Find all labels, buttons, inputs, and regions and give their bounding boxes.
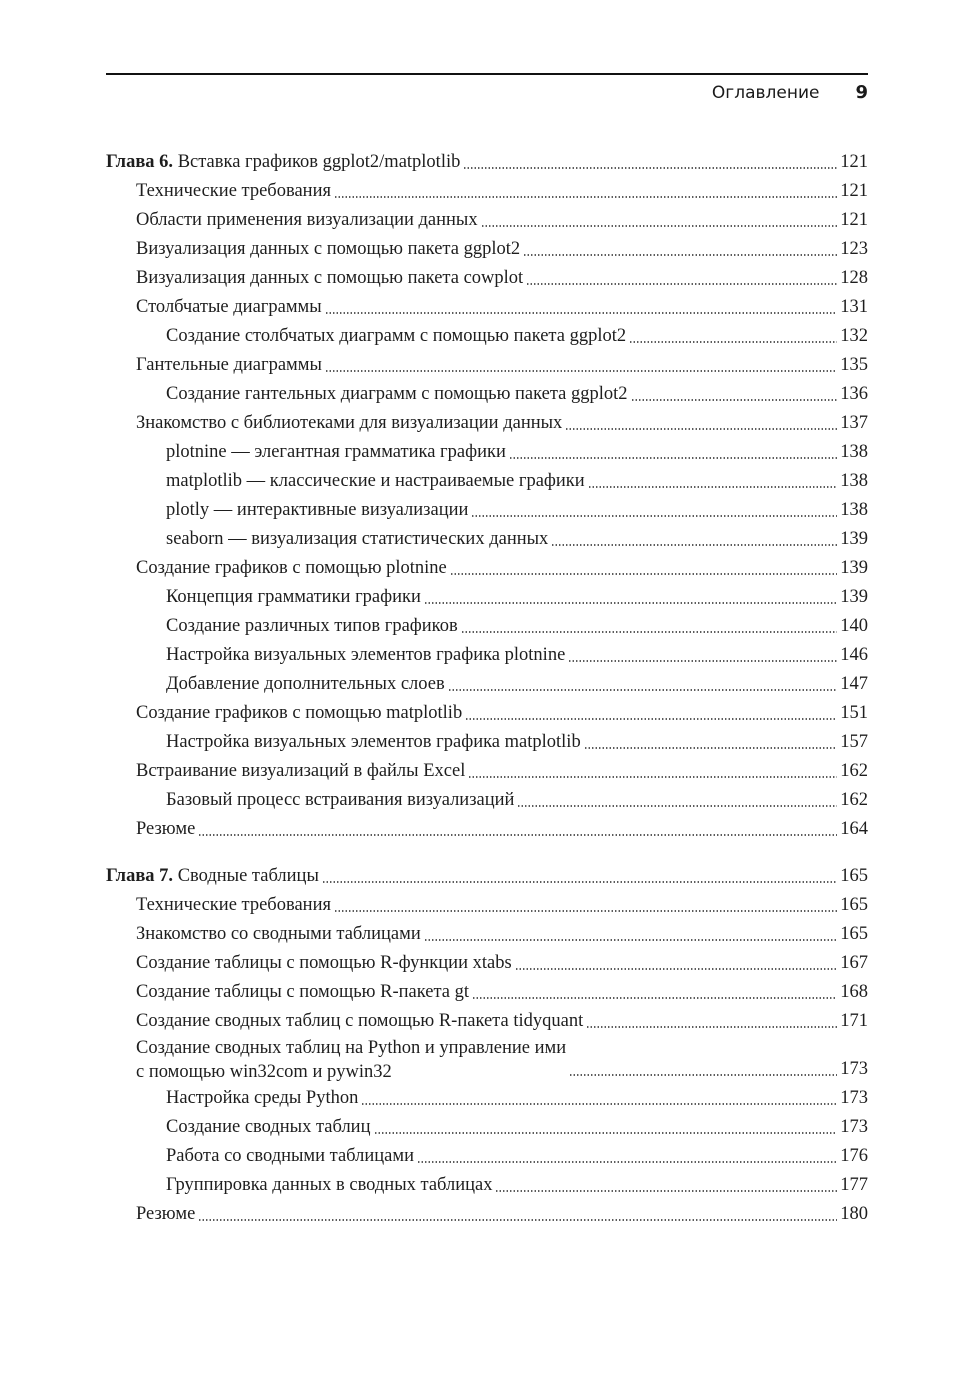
page-ref: 164: [840, 819, 868, 839]
toc-entry[interactable]: [106, 728, 868, 757]
toc-entry[interactable]: [106, 699, 868, 728]
page-number: 9: [855, 82, 868, 103]
toc-entry[interactable]: [106, 206, 868, 235]
page-ref: 177: [840, 1175, 868, 1195]
header-rule: [106, 73, 868, 75]
toc-entry[interactable]: [106, 1142, 868, 1171]
entry-title: Создание столбчатых диаграмм с помощью пакета ggplot2: [166, 326, 627, 346]
dot-leader: [509, 457, 837, 459]
section-title: Оглавление: [711, 83, 820, 103]
chapter-heading[interactable]: [106, 862, 868, 891]
page-ref: 121: [840, 181, 868, 201]
dot-leader: [361, 1103, 837, 1105]
entry-title: Технические требования: [136, 895, 331, 915]
page-ref: 151: [840, 703, 868, 723]
page-ref: 121: [840, 152, 868, 172]
dot-leader: [465, 718, 837, 720]
entry-title: Создание различных типов графиков: [166, 616, 458, 636]
dot-leader: [515, 968, 838, 970]
page-ref: 165: [840, 924, 868, 944]
dot-leader: [551, 544, 837, 546]
toc-entry[interactable]: [106, 496, 868, 525]
chapter-title: Вставка графиков ggplot2/matplotlib: [177, 152, 461, 172]
entry-title: Настройка среды Python: [166, 1088, 359, 1108]
entry-title: Группировка данных в сводных таблицах: [166, 1175, 493, 1195]
toc-entry[interactable]: [106, 1113, 868, 1142]
toc-entry[interactable]: [106, 293, 868, 322]
toc-entry[interactable]: [106, 409, 868, 438]
page-ref: 139: [840, 529, 868, 549]
chapter-6: [106, 148, 868, 844]
page-ref: 123: [840, 239, 868, 259]
entry-title: Концепция грамматики графики: [166, 587, 421, 607]
dot-leader: [461, 631, 838, 633]
entry-title: plotnine — элегантная грамматика графики: [166, 442, 506, 462]
page-ref: 168: [840, 982, 868, 1002]
entry-title: Создание гантельных диаграмм с помощью пакета ggplot2: [166, 384, 628, 404]
page-ref: 165: [840, 866, 868, 886]
entry-title: Создание таблицы с помощью R-функции xtabs: [136, 953, 512, 973]
entry-title: Создание графиков с помощью matplotlib: [136, 703, 463, 723]
toc-entry[interactable]: [106, 1084, 868, 1113]
dot-leader: [424, 602, 837, 604]
dot-leader: [569, 1074, 837, 1076]
dot-leader: [198, 1219, 837, 1221]
page-ref: 140: [840, 616, 868, 636]
entry-title: Создание таблицы с помощью R-пакета gt: [136, 982, 469, 1002]
chapter-label: Глава 6.: [106, 152, 174, 172]
toc-entry[interactable]: [106, 1036, 868, 1084]
toc-entry[interactable]: [106, 583, 868, 612]
toc-entry[interactable]: [106, 177, 868, 206]
page-ref: 128: [840, 268, 868, 288]
page-ref: 173: [840, 1088, 868, 1108]
dot-leader: [374, 1132, 838, 1134]
dot-leader: [417, 1161, 837, 1163]
dot-leader: [631, 399, 838, 401]
toc-entry[interactable]: [106, 978, 868, 1007]
dot-leader: [565, 428, 837, 430]
dot-leader: [629, 341, 837, 343]
toc-entry[interactable]: [106, 920, 868, 949]
page-ref: 136: [840, 384, 868, 404]
page-ref: 137: [840, 413, 868, 433]
page-ref: 135: [840, 355, 868, 375]
chapter-7: [106, 862, 868, 1229]
dot-leader: [584, 747, 838, 749]
toc-entry[interactable]: [106, 670, 868, 699]
dot-leader: [468, 776, 837, 778]
dot-leader: [588, 486, 838, 488]
page-ref: 131: [840, 297, 868, 317]
page-ref: 138: [840, 500, 868, 520]
toc-entry[interactable]: [106, 786, 868, 815]
toc-entry[interactable]: [106, 438, 868, 467]
page-ref: 180: [840, 1204, 868, 1224]
toc-entry[interactable]: [106, 322, 868, 351]
entry-title: matplotlib — классические и настраиваемые графики: [166, 471, 585, 491]
entry-title: Области применения визуализации данных: [136, 210, 478, 230]
dot-leader: [523, 254, 837, 256]
chapter-heading[interactable]: [106, 148, 868, 177]
page-ref: 171: [840, 1011, 868, 1031]
toc-entry[interactable]: [106, 554, 868, 583]
page-ref: 138: [840, 442, 868, 462]
running-head: [712, 82, 868, 103]
entry-title: Базовый процесс встраивания визуализаций: [166, 790, 515, 810]
toc-entry[interactable]: [106, 1200, 868, 1229]
entry-title: Знакомство со сводными таблицами: [136, 924, 421, 944]
table-of-contents: [106, 148, 868, 1247]
page-ref: 139: [840, 587, 868, 607]
page-ref: 139: [840, 558, 868, 578]
page-ref: 173: [840, 1117, 868, 1137]
toc-entry[interactable]: [106, 815, 868, 844]
page-ref: 162: [840, 790, 868, 810]
dot-leader: [334, 196, 837, 198]
entry-title: Встраивание визуализаций в файлы Excel: [136, 761, 466, 781]
entry-title: Создание графиков с помощью plotnine: [136, 558, 447, 578]
toc-entry[interactable]: [106, 891, 868, 920]
dot-leader: [495, 1190, 837, 1192]
entry-title: Столбчатые диаграммы: [136, 297, 322, 317]
entry-title: Технические требования: [136, 181, 331, 201]
dot-leader: [472, 997, 837, 999]
chapter-label: Глава 7.: [106, 866, 174, 886]
dot-leader: [463, 167, 837, 169]
entry-title: Создание сводных таблиц: [166, 1117, 371, 1137]
entry-title: Создание сводных таблиц с помощью R-пакета tidyquant: [136, 1011, 584, 1031]
toc-entry[interactable]: [106, 757, 868, 786]
page-ref: 132: [840, 326, 868, 346]
entry-title: Резюме: [136, 819, 196, 839]
entry-title: Настройка визуальных элементов графика plotnine: [166, 645, 566, 665]
toc-entry[interactable]: [106, 467, 868, 496]
entry-title: Визуализация данных с помощью пакета ggplot2: [136, 239, 521, 259]
entry-title: Визуализация данных с помощью пакета cowplot: [136, 268, 524, 288]
entry-title: Знакомство с библиотеками для визуализации данных: [136, 413, 563, 433]
toc-entry[interactable]: [106, 264, 868, 293]
dot-leader: [517, 805, 837, 807]
dot-leader: [325, 370, 837, 372]
entry-title: Работа со сводными таблицами: [166, 1146, 414, 1166]
dot-leader: [526, 283, 837, 285]
dot-leader: [322, 881, 837, 883]
dot-leader: [568, 660, 837, 662]
entry-title: Создание сводных таблиц на Python и управление ими: [136, 1038, 567, 1058]
entry-title: Настройка визуальных элементов графика matplotlib: [166, 732, 581, 752]
page-ref: 138: [840, 471, 868, 491]
dot-leader: [448, 689, 838, 691]
page-ref: 165: [840, 895, 868, 915]
chapter-title: Сводные таблицы: [177, 866, 319, 886]
dot-leader: [424, 939, 838, 941]
toc-entry[interactable]: [106, 612, 868, 641]
toc-entry[interactable]: [106, 1007, 868, 1036]
entry-title: Добавление дополнительных слоев: [166, 674, 445, 694]
dot-leader: [450, 573, 837, 575]
dot-leader: [586, 1026, 837, 1028]
dot-leader: [325, 312, 838, 314]
entry-title-line2: с помощью win32com и pywin32: [136, 1062, 392, 1082]
toc-entry[interactable]: [106, 235, 868, 264]
page-ref: 147: [840, 674, 868, 694]
page-ref: 167: [840, 953, 868, 973]
page-ref: 173: [840, 1059, 868, 1079]
page-ref: 146: [840, 645, 868, 665]
toc-entry[interactable]: [106, 1171, 868, 1200]
dot-leader: [334, 910, 837, 912]
toc-entry[interactable]: [106, 525, 868, 554]
page-ref: 121: [840, 210, 868, 230]
dot-leader: [471, 515, 837, 517]
page-ref: 162: [840, 761, 868, 781]
toc-entry[interactable]: [106, 641, 868, 670]
entry-title: Гантельные диаграммы: [136, 355, 322, 375]
toc-entry[interactable]: [106, 949, 868, 978]
dot-leader: [481, 225, 838, 227]
page-ref: 157: [840, 732, 868, 752]
toc-entry[interactable]: [106, 380, 868, 409]
dot-leader: [198, 834, 837, 836]
entry-title: seaborn — визуализация статистических данных: [166, 529, 549, 549]
page-ref: 176: [840, 1146, 868, 1166]
toc-entry[interactable]: [106, 351, 868, 380]
entry-title: plotly — интерактивные визуализации: [166, 500, 469, 520]
entry-title: Резюме: [136, 1204, 196, 1224]
